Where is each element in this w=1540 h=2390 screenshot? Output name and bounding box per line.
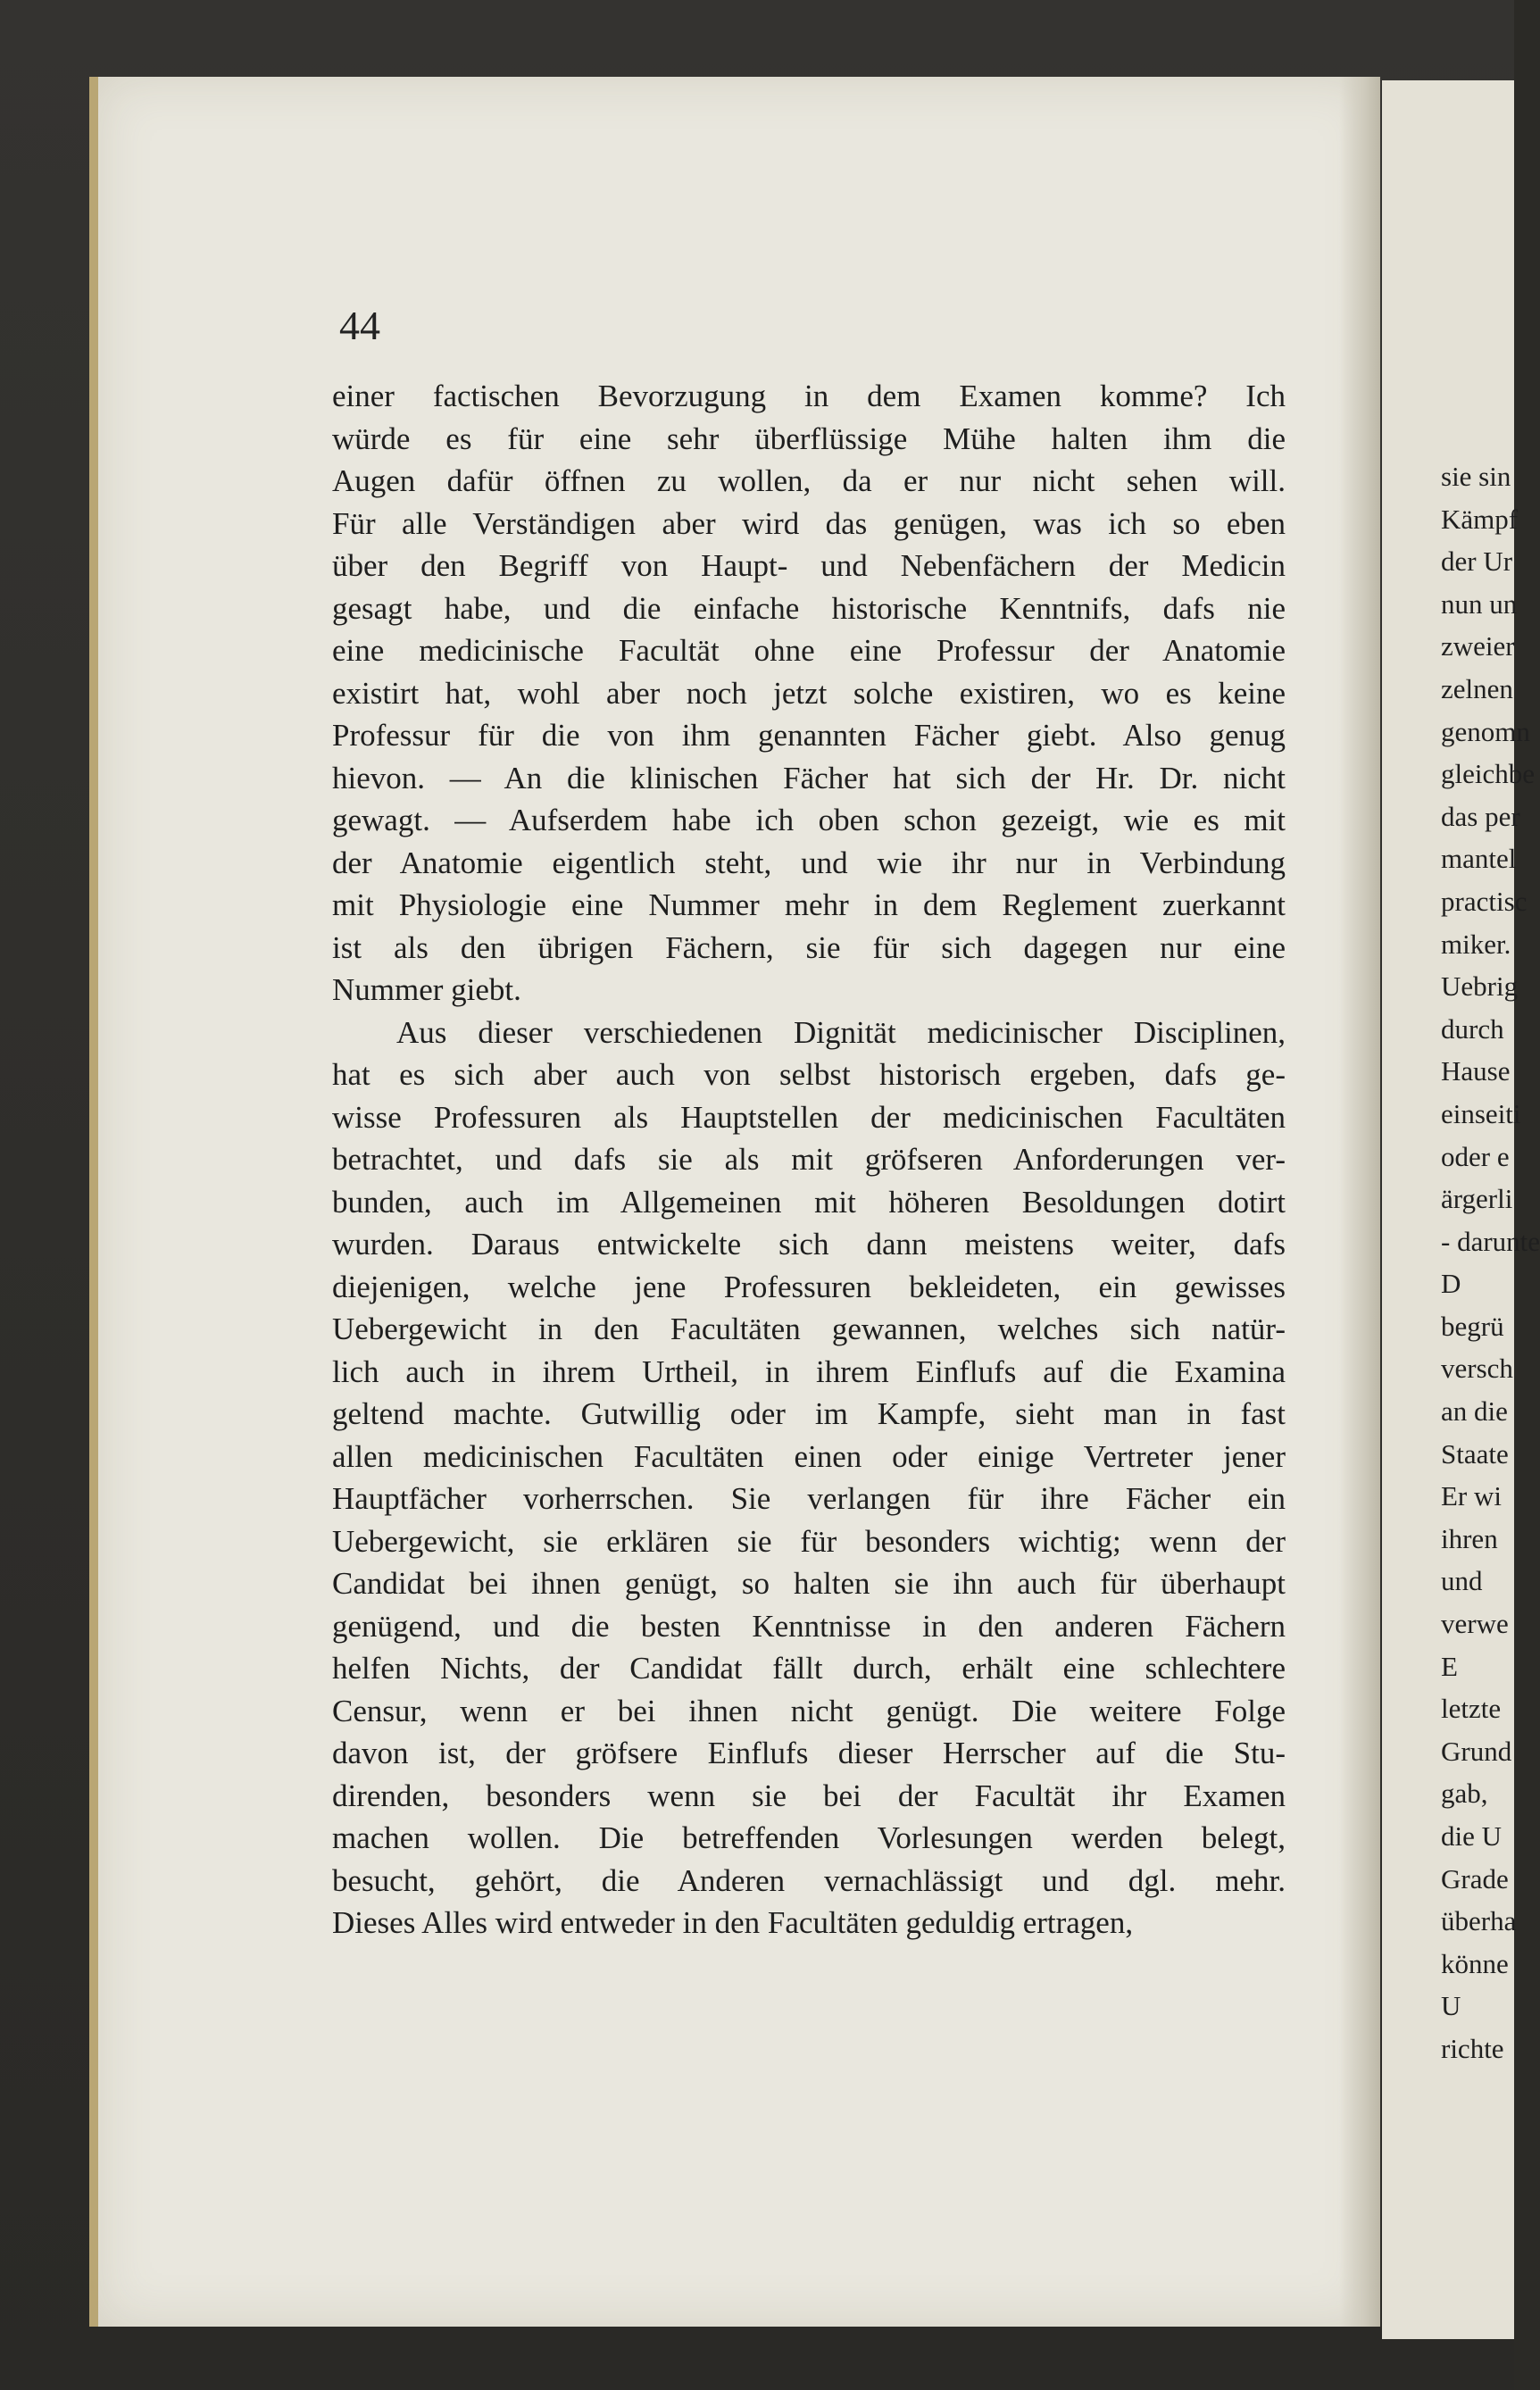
text-line: der Anatomie eigentlich steht, und wie ihr nur in Verbindung [332, 845, 1286, 880]
text-line: Professur für die von ihm genannten Fächer giebt. Also genug [332, 718, 1286, 753]
facing-page-line: U [1441, 1990, 1461, 2022]
facing-page-line: zelnen [1441, 672, 1513, 704]
facing-page-line: Grade [1441, 1862, 1509, 1895]
facing-page-line: sie sin [1441, 461, 1511, 492]
facing-page-line: die U [1441, 1820, 1503, 1852]
facing-page-line: - darunte [1441, 1225, 1540, 1257]
text-line: geltend machte. Gutwillig oder im Kampfe, sieht man in fast [332, 1396, 1286, 1431]
facing-page-line: Kämpf [1441, 503, 1519, 535]
text-line: ist als den übrigen Fächern, sie für sich dagegen nur eine [332, 929, 1286, 965]
facing-page-line: durch [1441, 1012, 1504, 1045]
facing-page-line: richte [1441, 2032, 1504, 2064]
facing-page-line: einseiti [1441, 1097, 1521, 1129]
facing-page-line: ihren [1441, 1522, 1498, 1554]
text-line: hievon. — An die klinischen Fächer hat sich der Hr. Dr. nicht [332, 760, 1286, 795]
text-line: mit Physiologie eine Nummer mehr in dem Reglement zuerkannt [332, 887, 1286, 922]
text-line: Censur, wenn er bei ihnen nicht genügt. Die weitere Folge [332, 1693, 1286, 1728]
facing-page-line: begrü [1441, 1310, 1504, 1342]
text-line: wisse Professuren als Hauptstellen der medicinischen Facultäten [332, 1099, 1286, 1135]
text-line: gewagt. — Aufserdem habe ich oben schon gezeigt, wie es mit [332, 803, 1286, 837]
text-line: Für alle Verständigen aber wird das genügen, was ich so eben [332, 505, 1286, 541]
facing-page-line: der Ur [1441, 545, 1513, 578]
facing-page [1382, 80, 1540, 2339]
text-line: würde es für eine sehr überflüssige Mühe halten ihm die [332, 421, 1286, 456]
facing-page-line: und [1441, 1565, 1483, 1597]
text-line: hat es sich aber auch von selbst historisch ergeben, dafs ge- [332, 1057, 1286, 1092]
text-line: über den Begriff von Haupt- und Nebenfächern der Medicin [332, 548, 1286, 583]
facing-page-line: überha [1441, 1905, 1517, 1937]
facing-page-line: miker. [1441, 928, 1511, 960]
facing-page-text [1441, 455, 1540, 2070]
text-line: einer factischen Bevorzugung in dem Examen komme? Ich [332, 379, 1286, 413]
facing-page-line: an die [1441, 1395, 1508, 1428]
facing-page-line: nun un [1441, 587, 1518, 620]
text-line: Dieses Alles wird entweder in den Facultäten geduldig ertragen, [332, 1905, 1134, 1940]
text-line: direnden, besonders wenn sie bei der Facultät ihr Examen [332, 1778, 1286, 1813]
facing-page-line: gleichbe [1441, 758, 1536, 790]
facing-page-line: Er wi [1441, 1480, 1503, 1512]
facing-page-line: das per [1441, 800, 1520, 832]
body-text [332, 375, 1286, 1944]
text-line: Augen dafür öffnen zu wollen, da er nur nicht sehen will. [332, 463, 1286, 498]
facing-page-line: Grund [1441, 1735, 1512, 1767]
facing-page-line: Uebrig [1441, 970, 1519, 1003]
facing-page-line: genomn [1441, 715, 1530, 747]
facing-page-line: versch [1441, 1353, 1513, 1385]
facing-page-line: zweier [1441, 630, 1515, 662]
text-line: Nummer giebt. [332, 972, 521, 1007]
text-line: diejenigen, welche jene Professuren bekleideten, ein gewisses [332, 1269, 1286, 1304]
text-line: lich auch in ihrem Urtheil, in ihrem Einflufs auf die Examina [332, 1353, 1286, 1389]
page-gutter [1339, 77, 1380, 2327]
facing-page-line: oder e [1441, 1140, 1510, 1172]
facing-page-line: könne [1441, 1947, 1509, 1979]
facing-page-line: letzte [1441, 1693, 1502, 1725]
text-line: Hauptfächer vorherrschen. Sie verlangen für ihre Fächer ein [332, 1481, 1286, 1516]
text-line: davon ist, der gröfsere Einflufs dieser Herrscher auf die Stu- [332, 1736, 1286, 1770]
text-line: besucht, gehört, die Anderen vernachlässigt und dgl. mehr. [332, 1862, 1286, 1898]
text-line: machen wollen. Die betreffenden Vorlesungen werden belegt, [332, 1820, 1286, 1855]
text-line: Uebergewicht, sie erklären sie für besonders wichtig; wenn der [332, 1523, 1286, 1559]
text-line: Aus dieser verschiedenen Dignität medicinischer Disciplinen, [396, 1014, 1286, 1050]
text-line: helfen Nichts, der Candidat fällt durch, erhält eine schlechtere [332, 1651, 1286, 1686]
text-line: allen medicinischen Facultäten einen oder einige Vertreter jener [332, 1438, 1286, 1474]
facing-page-line: D [1441, 1268, 1461, 1300]
text-line: Candidat bei ihnen genügt, so halten sie ihn auch für überhaupt [332, 1566, 1286, 1601]
facing-page-line: mantel [1441, 843, 1517, 875]
text-line: existirt hat, wohl aber noch jetzt solche existiren, wo es keine [332, 675, 1286, 711]
facing-page-line: ärgerli [1441, 1183, 1513, 1215]
facing-page-line: Hause [1441, 1055, 1511, 1087]
facing-page-line: E [1441, 1650, 1458, 1682]
text-line: betrachtet, und dafs sie als mit gröfseren Anforderungen ver- [332, 1142, 1286, 1177]
facing-page-line: verwe [1441, 1608, 1509, 1640]
facing-page-line: Staate [1441, 1437, 1509, 1470]
facing-page-line: practisc [1441, 885, 1528, 917]
text-line: Uebergewicht in den Facultäten gewannen, welches sich natür- [332, 1312, 1286, 1346]
text-line: gesagt habe, und die einfache historische Kenntnifs, dafs nie [332, 590, 1286, 626]
text-line: bunden, auch im Allgemeinen mit höheren Besoldungen dotirt [332, 1184, 1286, 1220]
text-line: genügend, und die besten Kenntnisse in den anderen Fächern [332, 1608, 1286, 1644]
text-line: eine medicinische Facultät ohne eine Professur der Anatomie [332, 633, 1286, 668]
text-line: wurden. Daraus entwickelte sich dann meistens weiter, dafs [332, 1227, 1286, 1262]
page-number: 44 [339, 303, 380, 348]
facing-page-line: gab, [1441, 1778, 1488, 1810]
